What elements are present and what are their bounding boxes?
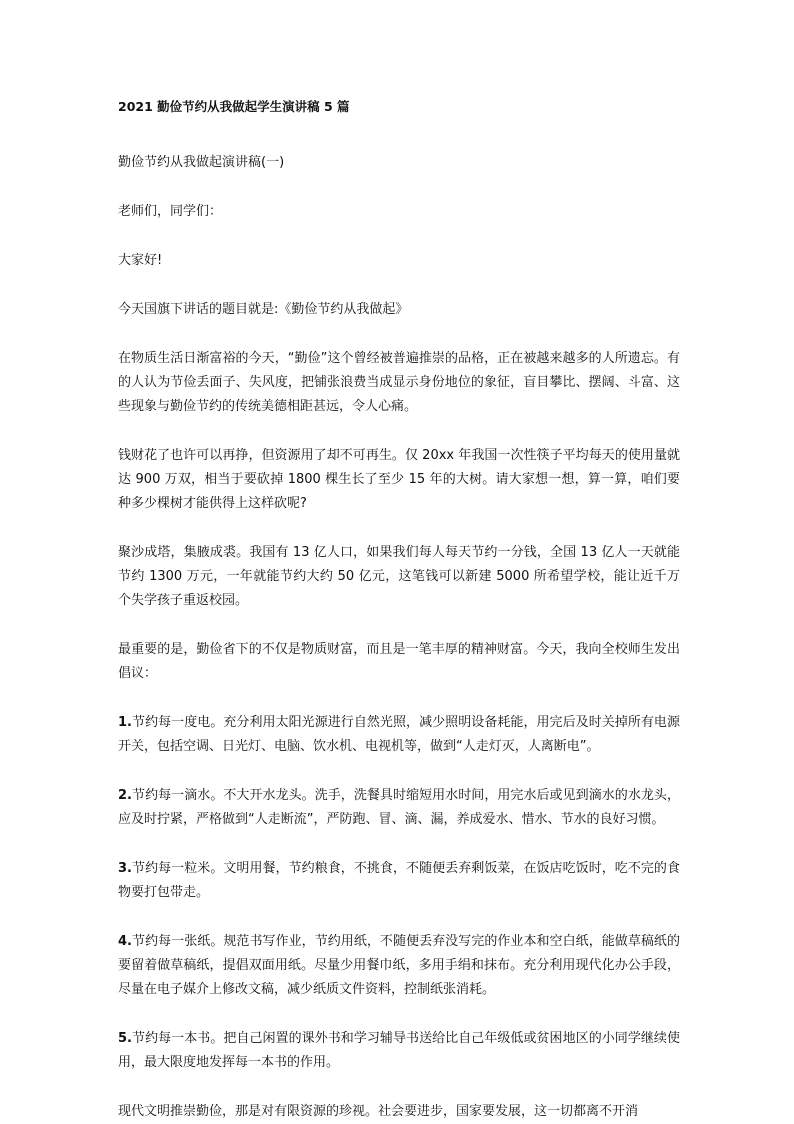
paragraph: 聚沙成塔，集腋成裘。我国有 13 亿人口，如果我们每人每天节约一分钱，全国 13 亿人一天就能节约 1300 万元，一年就能节约大约 50 亿元，这笔钱可以新建 5000 所希望学校，能让近千万个失学孩子重返校园。	[118, 545, 680, 608]
proposal-item	[118, 930, 680, 1002]
item-number: 4.	[118, 934, 132, 949]
proposal-item	[118, 711, 680, 759]
item-number: 2.	[118, 788, 132, 803]
document-title: 2021 勤俭节约从我做起学生演讲稿 5 篇	[118, 99, 350, 114]
paragraph: 在物质生活日渐富裕的今天，“勤俭”这个曾经被普遍推崇的品格，正在被越来越多的人所遗忘。有的人认为节俭丢面子、失风度，把铺张浪费当成显示身份地位的象征，盲目攀比、摆阔、斗富、这些现象与勤俭节约的传统美德相距甚远，令人心痛。	[118, 351, 680, 414]
proposal-item	[118, 1027, 680, 1075]
paragraph: 钱财花了也许可以再挣，但资源用了却不可再生。仅 20xx 年我国一次性筷子平均每天的使用量就达 900 万双，相当于要砍掉 1800 棵生长了至少 15 年的大树。请大家想一想，算一算，咱们要种多少棵树才能供得上这样砍呢?	[118, 448, 680, 511]
closing-paragraph: 现代文明推崇勤俭，那是对有限资源的珍视。社会要进步，国家要发展，这一切都离不开消	[118, 1104, 639, 1119]
salutation: 老师们，同学们：	[118, 204, 223, 219]
proposal-item	[118, 784, 680, 832]
item-number: 5.	[118, 1031, 132, 1046]
paragraph: 最重要的是，勤俭省下的不仅是物质财富，而且是一笔丰厚的精神财富。今天，我向全校师生发出倡议：	[118, 642, 680, 681]
greeting: 大家好!	[118, 253, 163, 268]
item-text: 节约每一张纸。规范书写作业，节约用纸，不随便丢弃没写完的作业本和空白纸，能做草稿纸的要留着做草稿纸，提倡双面用纸。尽量少用餐巾纸，多用手绢和抹布。充分利用现代化办公手段，尽量在电子媒介上修改文稿，减少纸质文件资料，控制纸张消耗。	[118, 934, 680, 997]
item-text: 节约每一粒米。文明用餐，节约粮食，不挑食，不随便丢弃剩饭菜，在饭店吃饭时，吃不完的食物要打包带走。	[118, 861, 680, 900]
document-page	[118, 98, 680, 1124]
item-number: 1.	[118, 715, 132, 730]
item-text: 节约每一本书。把自己闲置的课外书和学习辅导书送给比自己年级低或贫困地区的小同学继续使用，最大限度地发挥每一本书的作用。	[118, 1031, 680, 1070]
section-title: 勤俭节约从我做起演讲稿(一)	[118, 155, 285, 170]
proposal-item	[118, 857, 680, 905]
speech-topic: 今天国旗下讲话的题目就是:《勤俭节约从我做起》	[118, 302, 409, 317]
item-text: 节约每一滴水。不大开水龙头。洗手，洗餐具时缩短用水时间，用完水后或见到滴水的水龙头，应及时拧紧，严格做到“人走断流”，严防跑、冒、滴、漏，养成爱水、惜水、节水的良好习惯。	[118, 788, 680, 827]
item-text: 节约每一度电。充分利用太阳光源进行自然光照，减少照明设备耗能，用完后及时关掉所有电源开关，包括空调、日光灯、电脑、饮水机、电视机等，做到“人走灯灭，人离断电”。	[118, 715, 680, 754]
item-number: 3.	[118, 861, 132, 876]
